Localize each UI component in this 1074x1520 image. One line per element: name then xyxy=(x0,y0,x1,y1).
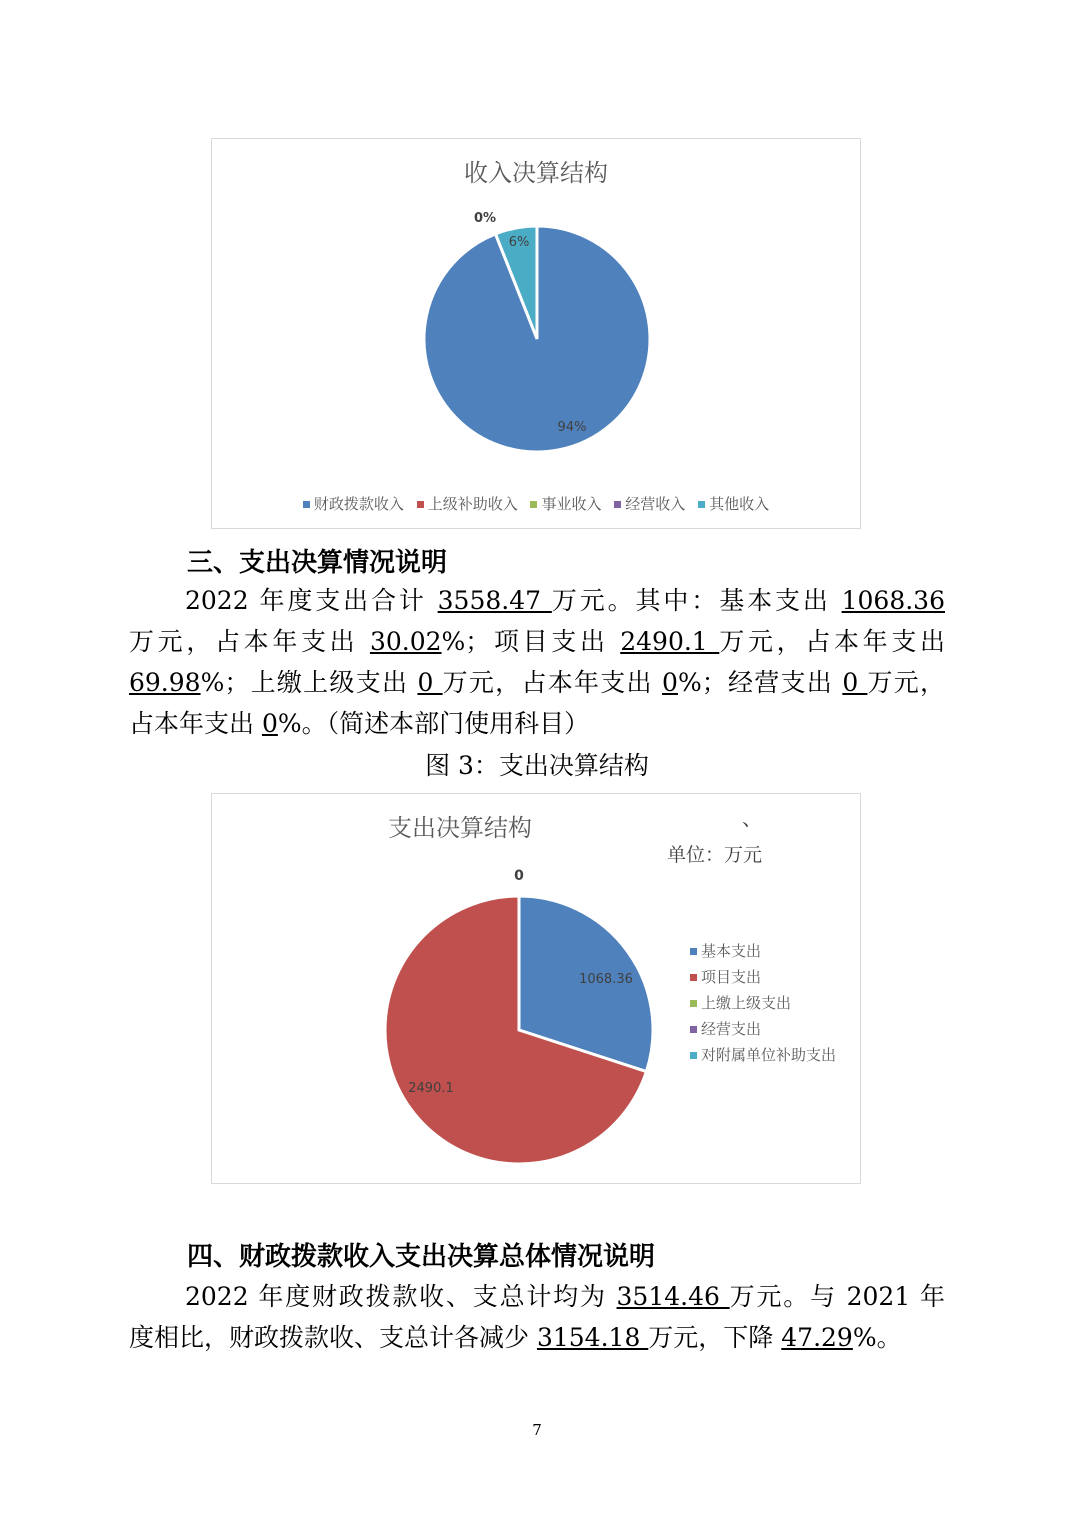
chart2-pie xyxy=(385,896,653,1164)
legend-swatch xyxy=(690,1026,697,1033)
basic-pct: 30.02 xyxy=(369,627,442,656)
legend-label: 财政拨款收入 xyxy=(313,495,404,513)
para-line xyxy=(129,1317,945,1358)
chart1-label-zero: 0% xyxy=(473,211,497,226)
legend-swatch xyxy=(417,501,424,508)
text: 万元， xyxy=(867,668,945,697)
chart1-title: 收入决算结构 xyxy=(464,159,608,187)
chart2-title: 支出决算结构 xyxy=(388,814,532,842)
legend-label: 上级补助收入 xyxy=(427,495,518,513)
chart1-pie xyxy=(424,226,650,452)
chart2-legend-item xyxy=(690,938,836,964)
para-line xyxy=(129,662,945,703)
section3-paragraph xyxy=(129,580,945,744)
page-number: 7 xyxy=(532,1421,542,1439)
para-line xyxy=(129,621,945,662)
legend-swatch xyxy=(303,501,310,508)
legend-label: 其他收入 xyxy=(709,495,770,513)
chart2-unit: 单位：万元 xyxy=(667,844,763,866)
legend-swatch xyxy=(690,948,697,955)
chart1-label-main: 94% xyxy=(557,420,587,435)
chart2-label-project: 2490.1 xyxy=(408,1081,454,1096)
text: %。 xyxy=(852,1323,902,1352)
legend-swatch xyxy=(690,1000,697,1007)
text: 度相比，财政拨款收、支总计各减少 xyxy=(129,1323,530,1352)
para-line xyxy=(129,580,945,621)
legend-label: 项目支出 xyxy=(701,968,762,986)
chart1-legend-item xyxy=(698,493,769,514)
value: 0 xyxy=(662,668,678,697)
legend-swatch xyxy=(614,501,621,508)
value: 0 xyxy=(842,668,868,697)
chart1-label-other: 6% xyxy=(508,235,530,250)
legend-swatch xyxy=(698,501,705,508)
chart2-legend-item xyxy=(690,990,836,1016)
legend-swatch xyxy=(690,1052,697,1059)
decrease-pct: 47.29 xyxy=(781,1323,853,1352)
legend-swatch xyxy=(530,501,537,508)
text: 万元，占本年支出 xyxy=(129,627,359,656)
section4-paragraph xyxy=(129,1276,945,1358)
legend-label: 上缴上级支出 xyxy=(701,994,792,1012)
stray-mark: 、 xyxy=(742,806,762,830)
text: %。（简述本部门使用科目） xyxy=(277,709,590,738)
text: %；上缴上级支出 xyxy=(200,668,409,697)
chart1-legend-item xyxy=(303,493,404,514)
text: 占本年支出 xyxy=(129,709,255,738)
fiscal-total: 3514.46 xyxy=(616,1282,730,1311)
text: 万元，占本年支出 xyxy=(719,627,945,656)
para-line xyxy=(129,1276,945,1317)
project-expenditure: 2490.1 xyxy=(620,627,720,656)
legend-label: 经营收入 xyxy=(625,495,686,513)
fiscal-decrease: 3154.18 xyxy=(536,1323,649,1352)
chart2-legend-item xyxy=(690,1016,836,1042)
figure3-caption: 图 3：支出决算结构 xyxy=(425,751,649,780)
text: 万元。其中：基本支出 xyxy=(551,586,831,615)
legend-label: 对附属单位补助支出 xyxy=(701,1046,837,1064)
legend-label: 基本支出 xyxy=(701,942,762,960)
text: 万元。与 2021 年 xyxy=(729,1282,945,1311)
text: %；经营支出 xyxy=(677,668,834,697)
text: 万元，下降 xyxy=(648,1323,774,1352)
total-expenditure: 3558.47 xyxy=(437,586,552,615)
chart1-svg xyxy=(212,139,862,530)
chart1-legend xyxy=(212,493,860,514)
chart2-legend xyxy=(690,938,836,1068)
legend-label: 事业收入 xyxy=(541,495,602,513)
chart1-legend-item xyxy=(417,493,518,514)
basic-expenditure: 1068.36 xyxy=(841,586,945,615)
legend-swatch xyxy=(690,974,697,981)
section3-heading: 三、支出决算情况说明 xyxy=(187,548,448,578)
expenditure-structure-chart xyxy=(211,793,861,1184)
legend-label: 经营支出 xyxy=(701,1020,762,1038)
income-structure-chart xyxy=(211,138,861,529)
chart2-label-basic: 1068.36 xyxy=(579,972,633,987)
text: 2022 年度财政拨款收、支总计均为 xyxy=(185,1282,607,1311)
value: 0 xyxy=(261,709,278,738)
chart1-legend-item xyxy=(530,493,601,514)
chart2-legend-item xyxy=(690,1042,836,1068)
para-line xyxy=(129,703,945,744)
text: 万元，占本年支出 xyxy=(442,668,653,697)
chart2-legend-item xyxy=(690,964,836,990)
value: 0 xyxy=(417,668,443,697)
project-pct: 69.98 xyxy=(129,668,201,697)
text: 2022 年度支出合计 xyxy=(185,586,427,615)
pie-slice-财政拨款收入 xyxy=(424,226,650,452)
section4-heading: 四、财政拨款收入支出决算总体情况说明 xyxy=(187,1242,656,1272)
chart1-legend-item xyxy=(614,493,685,514)
text: %；项目支出 xyxy=(441,627,609,656)
chart2-label-zero: 0 xyxy=(514,868,524,884)
